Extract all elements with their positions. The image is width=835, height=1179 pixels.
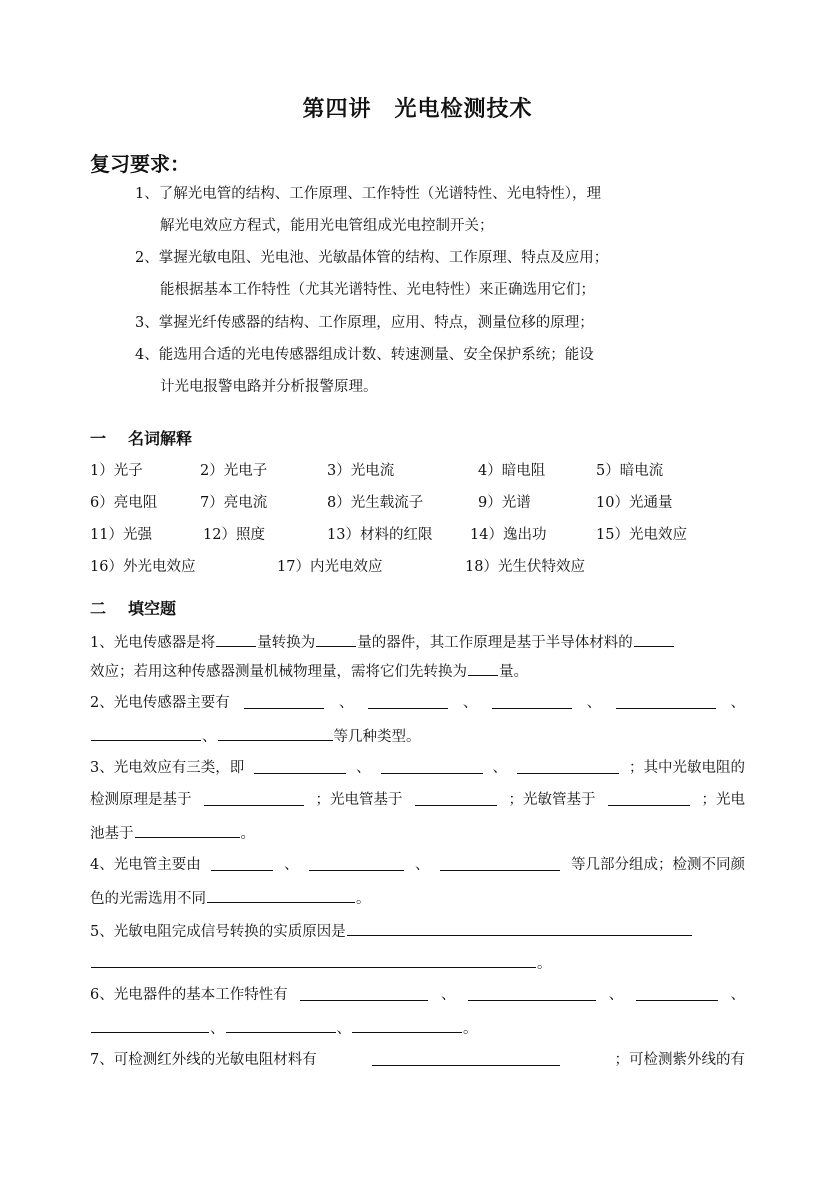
- term: 5）暗电流: [596, 463, 664, 479]
- term: 4）暗电阻: [478, 463, 546, 479]
- requirement-4-line-2: 计光电报警电路并分析报警原理。: [160, 379, 378, 395]
- answer-blank[interactable]: [468, 660, 498, 676]
- answer-blank[interactable]: [204, 790, 304, 806]
- question-6-line-2: 、 、 。: [90, 1017, 745, 1039]
- section-2-title: 填空题: [128, 599, 177, 618]
- term: 18）光生伏特效应: [465, 559, 585, 575]
- answer-blank[interactable]: [468, 985, 596, 1001]
- answer-blank[interactable]: [226, 1017, 336, 1033]
- answer-blank[interactable]: [517, 758, 619, 774]
- section-1-title: 名词解释: [128, 429, 193, 448]
- question-1-line-1: 1、光电传感器是将 量转换为 量的器件，其工作原理是基于半导体材料的: [90, 631, 745, 653]
- answer-blank[interactable]: [634, 631, 674, 647]
- answer-blank[interactable]: [300, 985, 428, 1001]
- requirement-4-line-1: 4、能选用合适的光电传感器组成计数、转速测量、安全保护系统；能设: [135, 347, 594, 363]
- section-1-heading: [90, 426, 192, 449]
- term: 1）光子: [90, 463, 143, 479]
- requirement-2-line-1: 2、掌握光敏电阻、光电池、光敏晶体管的结构、工作原理、特点及应用；: [135, 250, 609, 266]
- term: 12）照度: [203, 527, 265, 543]
- answer-blank[interactable]: [368, 693, 448, 709]
- term: 14）逸出功: [470, 527, 547, 543]
- term: 9）光谱: [478, 495, 531, 511]
- answer-blank[interactable]: [218, 725, 333, 741]
- answer-blank[interactable]: [316, 631, 356, 647]
- requirement-2-line-2: 能根据基本工作特性（尤其光谱特性、光电特性）来正确选用它们；: [160, 282, 595, 298]
- review-heading: 复习要求：: [90, 152, 190, 176]
- question-2-line-1: 2、光电传感器主要有 、 、 、 、: [90, 695, 745, 711]
- section-2-number: 二: [90, 599, 107, 618]
- term: 6）亮电阻: [90, 495, 158, 511]
- answer-blank[interactable]: [135, 822, 240, 838]
- term: 11）光强: [90, 527, 152, 543]
- term: 17）内光电效应: [277, 559, 383, 575]
- answer-blank[interactable]: [91, 952, 536, 968]
- page-title: 第四讲 光电检测技术: [302, 97, 533, 122]
- requirement-3: 3、掌握光纤传感器的结构、工作原理，应用、特点，测量位移的原理；: [135, 315, 594, 331]
- term: 2）光电子: [200, 463, 268, 479]
- answer-blank[interactable]: [211, 855, 273, 871]
- answer-blank[interactable]: [216, 631, 256, 647]
- answer-blank[interactable]: [636, 985, 718, 1001]
- term: 15）光电效应: [596, 527, 687, 543]
- answer-blank[interactable]: [381, 758, 483, 774]
- question-2-line-2: 、 等几种类型。: [90, 725, 745, 747]
- term: 8）光生载流子: [327, 495, 424, 511]
- term: 7）亮电流: [200, 495, 268, 511]
- question-4-line-1: 4、光电管主要由 、 、 等几部分组成；检测不同颜: [90, 857, 745, 873]
- question-3-line-3: 池基于 。: [90, 822, 745, 844]
- answer-blank[interactable]: [309, 855, 404, 871]
- answer-blank[interactable]: [207, 887, 355, 903]
- answer-blank[interactable]: [616, 693, 716, 709]
- question-3-line-1: 3、光电效应有三类，即 、 、 ；其中光敏电阻的: [90, 760, 745, 776]
- section-1-number: 一: [90, 429, 107, 448]
- term: 13）材料的红限: [327, 527, 433, 543]
- question-1-line-2: 效应；若用这种传感器测量机械物理量，需将它们先转换为 量。: [90, 660, 745, 682]
- requirement-1-line-1: 1、了解光电管的结构、工作原理、工作特性（光谱特性、光电特性），理: [135, 186, 601, 202]
- answer-blank[interactable]: [244, 693, 324, 709]
- section-2-heading: [90, 596, 176, 619]
- question-3-line-2: 检测原理是基于 ；光电管基于 ；光敏管基于 ；光电: [90, 792, 745, 808]
- question-7-line-1: 7、可检测红外线的光敏电阻材料有 ；可检测紫外线的有: [90, 1052, 745, 1068]
- answer-blank[interactable]: [415, 790, 497, 806]
- question-6-line-1: 6、光电器件的基本工作特性有 、 、 、: [90, 987, 745, 1003]
- answer-blank[interactable]: [608, 790, 690, 806]
- answer-blank[interactable]: [347, 920, 692, 936]
- requirement-1-line-2: 解光电效应方程式，能用光电管组成光电控制开关；: [160, 218, 494, 234]
- answer-blank[interactable]: [254, 758, 346, 774]
- answer-blank[interactable]: [372, 1050, 560, 1066]
- answer-blank[interactable]: [91, 725, 201, 741]
- question-5-line-2: 。: [90, 952, 745, 974]
- answer-blank[interactable]: [492, 693, 572, 709]
- answer-blank[interactable]: [440, 855, 560, 871]
- term: 3）光电流: [327, 463, 395, 479]
- question-5-line-1: 5、光敏电阻完成信号转换的实质原因是: [90, 920, 745, 942]
- term: 16）外光电效应: [90, 559, 196, 575]
- answer-blank[interactable]: [91, 1017, 209, 1033]
- answer-blank[interactable]: [352, 1017, 462, 1033]
- question-4-line-2: 色的光需选用不同 。: [90, 887, 745, 909]
- term: 10）光通量: [596, 495, 673, 511]
